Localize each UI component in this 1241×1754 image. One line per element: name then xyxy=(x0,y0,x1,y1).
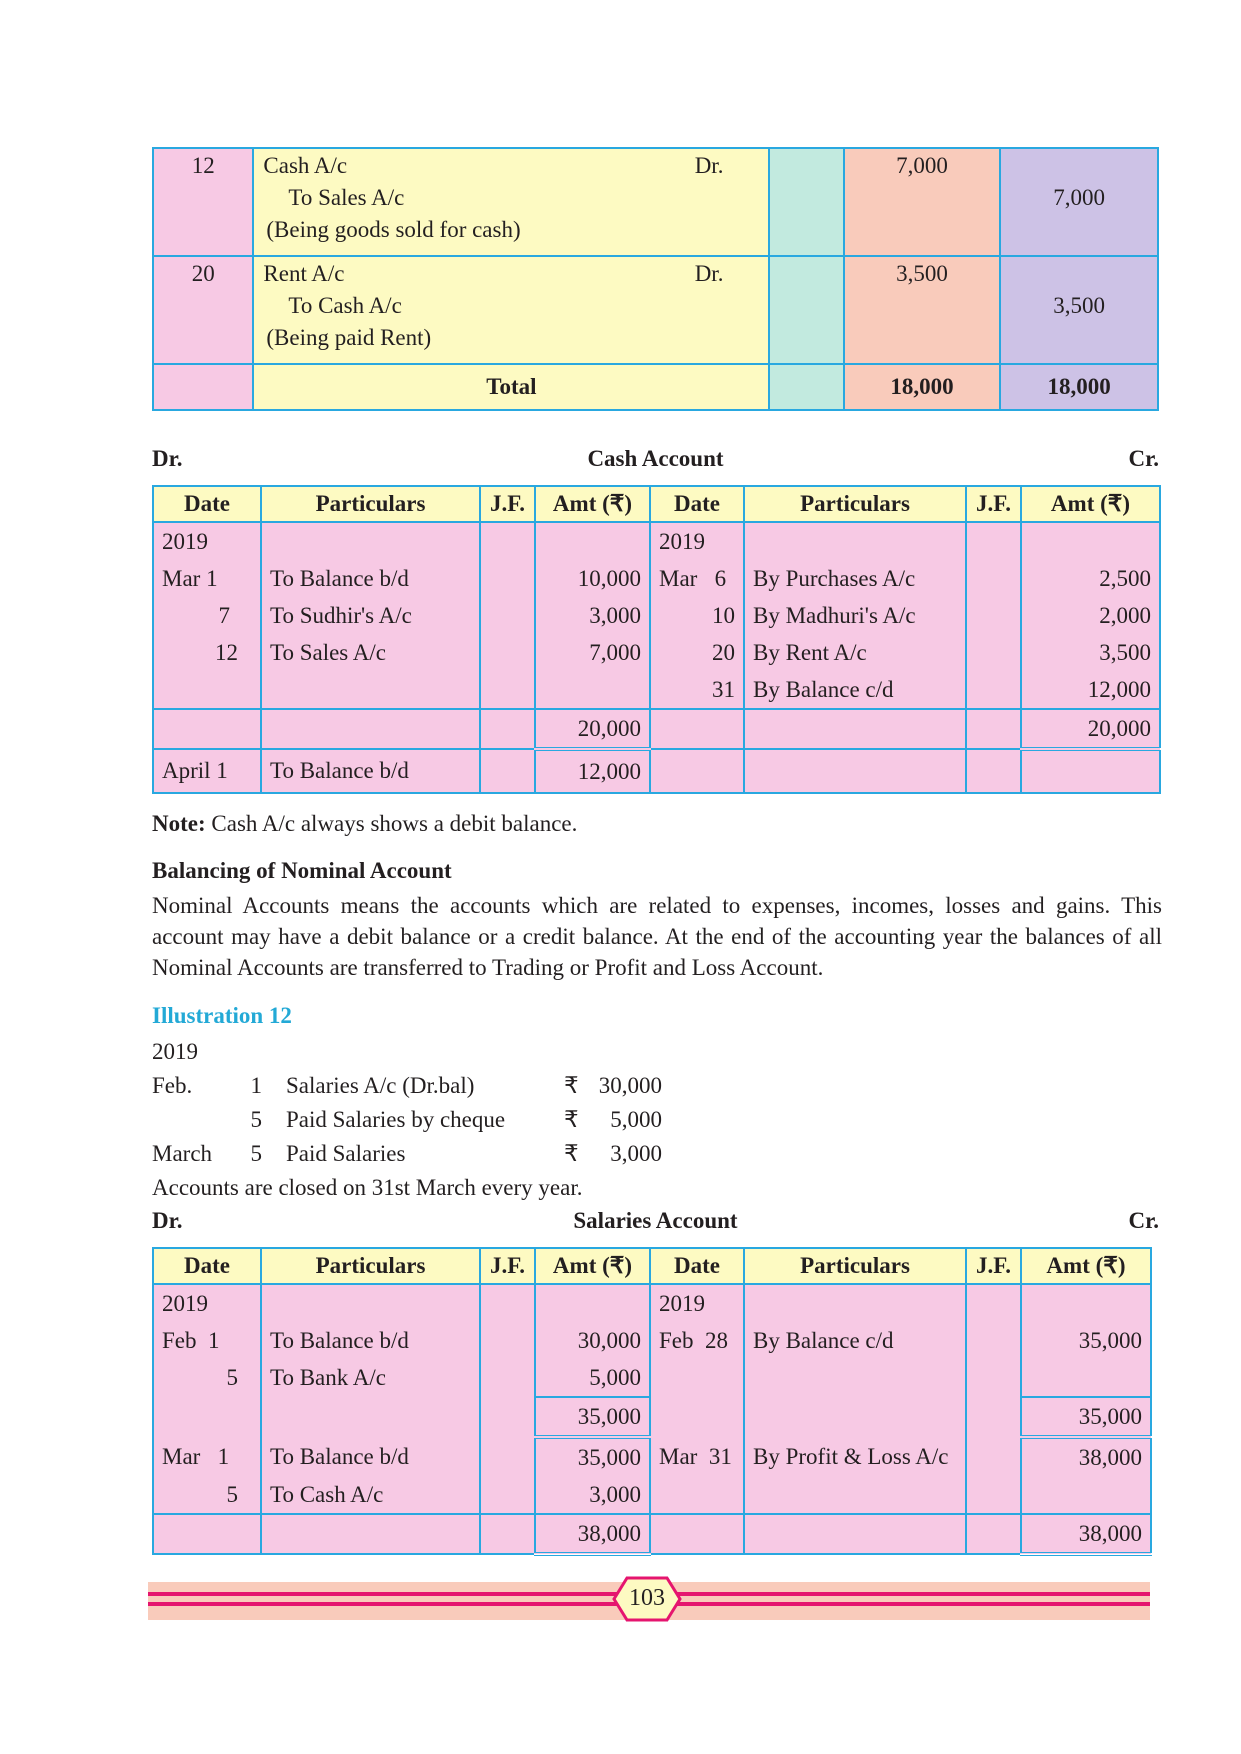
note-text: Cash A/c always shows a debit balance. xyxy=(205,811,578,836)
table-row xyxy=(153,1284,1151,1322)
list-item xyxy=(152,1138,712,1172)
table-row xyxy=(153,634,1160,671)
total-label: Total xyxy=(253,364,769,410)
col-particulars: Particulars xyxy=(261,1248,480,1284)
col-amount: Amt (₹) xyxy=(1021,486,1160,522)
cell-particulars: To Balance b/d xyxy=(261,749,480,793)
col-particulars: Particulars xyxy=(744,1248,966,1284)
col-jf: J.F. xyxy=(480,486,535,522)
cell-date: 31 xyxy=(650,671,744,709)
cell-date: 2019 xyxy=(650,522,744,560)
cell-amount xyxy=(535,671,650,709)
cell-amount: 30,000 xyxy=(535,1322,650,1359)
cell-date: 2019 xyxy=(650,1284,744,1322)
cell-date: 2019 xyxy=(153,522,261,560)
total-amount: 20,000 xyxy=(1021,709,1160,749)
col-date: Date xyxy=(650,486,744,522)
cell-particulars: By Purchases A/c xyxy=(744,560,966,597)
cell-amount: 3,000 xyxy=(535,597,650,634)
journal-narration: (Being goods sold for cash) xyxy=(266,217,521,242)
cr-heading: Cr. xyxy=(1128,446,1159,471)
cell-amount: 7,000 xyxy=(535,634,650,671)
cell-particulars xyxy=(261,522,480,560)
cell-amount: 5,000 xyxy=(535,1359,650,1397)
journal-total-row xyxy=(153,364,1158,410)
cell-amount xyxy=(535,522,650,560)
page-number: 103 xyxy=(629,1585,665,1611)
journal-debit: 3,500 xyxy=(844,256,1001,364)
cell-date: 12 xyxy=(153,634,261,671)
cell-date: 5 xyxy=(153,1476,261,1514)
item-desc: Paid Salaries xyxy=(286,1141,406,1166)
cell-jf xyxy=(480,597,535,634)
table-row xyxy=(153,560,1160,597)
cash-account-table xyxy=(152,485,1161,794)
table-row xyxy=(153,522,1160,560)
total-amount: 38,000 xyxy=(1021,1514,1151,1554)
item-amount: 5,000 xyxy=(610,1107,662,1132)
table-row xyxy=(153,1322,1151,1359)
closing-note: Accounts are closed on 31st March every year. xyxy=(152,1175,583,1200)
cell-particulars xyxy=(744,522,966,560)
illustration-year: 2019 xyxy=(152,1039,198,1064)
cr-heading: Cr. xyxy=(1128,1208,1159,1233)
item-month: March xyxy=(152,1141,213,1166)
cell-jf xyxy=(966,634,1021,671)
note-label: Note: xyxy=(152,811,206,836)
rupee-icon: ₹ xyxy=(564,1107,579,1132)
cell-amount: 12,000 xyxy=(1021,671,1160,709)
cell-jf xyxy=(480,634,535,671)
subtotal-amount: 35,000 xyxy=(1021,1397,1151,1437)
col-particulars: Particulars xyxy=(744,486,966,522)
item-desc: Salaries A/c (Dr.bal) xyxy=(286,1073,475,1098)
cell-amount: 10,000 xyxy=(535,560,650,597)
cell-particulars: By Balance c/d xyxy=(744,1322,966,1359)
cell-date: Feb 1 xyxy=(153,1322,261,1359)
totals-row xyxy=(153,1514,1151,1554)
cell-date: 20 xyxy=(650,634,744,671)
cell-date: Feb 28 xyxy=(650,1322,744,1359)
cell-date: April 1 xyxy=(153,749,261,793)
col-amount: Amt (₹) xyxy=(1021,1248,1151,1284)
cell-amount: 12,000 xyxy=(535,749,650,793)
journal-date: 12 xyxy=(153,148,253,256)
illustration-list xyxy=(152,1070,712,1172)
cell-particulars: By Rent A/c xyxy=(744,634,966,671)
cell-date xyxy=(153,671,261,709)
item-amount: 3,000 xyxy=(610,1141,662,1166)
rupee-icon: ₹ xyxy=(564,1073,579,1098)
subtotal-amount: 35,000 xyxy=(535,1397,650,1437)
table-row xyxy=(153,671,1160,709)
dr-label: Dr. xyxy=(694,153,724,178)
journal-debit: 7,000 xyxy=(844,148,1001,256)
journal-line: To Sales A/c xyxy=(288,185,405,210)
total-credit: 18,000 xyxy=(1000,364,1158,410)
journal-table xyxy=(152,147,1159,411)
total-amount: 38,000 xyxy=(535,1514,650,1554)
col-particulars: Particulars xyxy=(261,486,480,522)
salaries-account-table xyxy=(152,1247,1152,1556)
cell-jf xyxy=(966,671,1021,709)
cell-particulars: To Balance b/d xyxy=(261,1322,480,1359)
journal-line: Cash A/c xyxy=(263,153,348,178)
col-date: Date xyxy=(650,1248,744,1284)
cell-date: Mar 1 xyxy=(153,560,261,597)
cell-jf xyxy=(480,671,535,709)
col-amount: Amt (₹) xyxy=(535,486,650,522)
cell-date: 2019 xyxy=(153,1284,261,1322)
journal-particulars xyxy=(253,256,769,364)
cell-particulars: By Profit & Loss A/c xyxy=(744,1437,966,1476)
cell-jf xyxy=(966,597,1021,634)
cell-date: Mar 6 xyxy=(650,560,744,597)
note xyxy=(152,808,577,839)
closing-row xyxy=(153,749,1160,793)
item-day: 5 xyxy=(250,1107,262,1132)
journal-date: 20 xyxy=(153,256,253,364)
cell-particulars: To Sudhir's A/c xyxy=(261,597,480,634)
journal-jf xyxy=(769,148,843,256)
cell-amount: 35,000 xyxy=(535,1437,650,1476)
journal-line: To Cash A/c xyxy=(288,293,402,318)
journal-credit: 3,500 xyxy=(1000,256,1158,364)
section-paragraph: Nominal Accounts means the accounts which are related to expenses, incomes, losses and gains. This account may have a debit balance or a credit balance. At the end of the accounting year the balances of all Nominal Accounts are transferred to Trading or Profit and Loss Account. xyxy=(152,893,1162,980)
cell-amount xyxy=(1021,522,1160,560)
rupee-icon: ₹ xyxy=(564,1141,579,1166)
cell-particulars: By Madhuri's A/c xyxy=(744,597,966,634)
item-month: Feb. xyxy=(152,1073,193,1098)
col-date: Date xyxy=(153,486,261,522)
journal-particulars xyxy=(253,148,769,256)
table-row xyxy=(153,1437,1151,1476)
list-item xyxy=(152,1070,712,1104)
cell-amount: 3,500 xyxy=(1021,634,1160,671)
item-day: 1 xyxy=(250,1073,262,1098)
table-row xyxy=(153,1476,1151,1514)
dr-heading: Dr. xyxy=(152,1208,183,1233)
journal-jf xyxy=(769,256,843,364)
item-amount: 30,000 xyxy=(598,1073,662,1098)
dr-heading: Dr. xyxy=(152,446,183,471)
totals-row xyxy=(153,709,1160,749)
cell-date: 5 xyxy=(153,1359,261,1397)
cell-amount: 38,000 xyxy=(1021,1437,1151,1476)
cell-date: Mar 1 xyxy=(153,1437,261,1476)
cell-particulars: To Bank A/c xyxy=(261,1359,480,1397)
total-amount: 20,000 xyxy=(535,709,650,749)
section-heading: Balancing of Nominal Account xyxy=(152,858,452,883)
cell-date: 10 xyxy=(650,597,744,634)
cell-date: 7 xyxy=(153,597,261,634)
cell-jf xyxy=(966,560,1021,597)
cell-amount: 3,000 xyxy=(535,1476,650,1514)
salaries-account-title: Salaries Account xyxy=(573,1208,738,1233)
cell-date: Mar 31 xyxy=(650,1437,744,1476)
col-jf: J.F. xyxy=(966,1248,1021,1284)
cell-jf xyxy=(966,522,1021,560)
cell-particulars: By Balance c/d xyxy=(744,671,966,709)
cell-amount: 2,000 xyxy=(1021,597,1160,634)
journal-line: Rent A/c xyxy=(263,261,345,286)
cell-particulars: To Balance b/d xyxy=(261,1437,480,1476)
subtotal-row xyxy=(153,1397,1151,1437)
col-jf: J.F. xyxy=(966,486,1021,522)
cell-particulars: To Cash A/c xyxy=(261,1476,480,1514)
journal-narration: (Being paid Rent) xyxy=(266,325,432,350)
cash-account-title: Cash Account xyxy=(587,446,724,471)
ledger-header-row xyxy=(153,486,1160,522)
list-item xyxy=(152,1104,712,1138)
ledger-header-row xyxy=(153,1248,1151,1284)
cell-jf xyxy=(480,560,535,597)
journal-credit: 7,000 xyxy=(1000,148,1158,256)
journal-row xyxy=(153,256,1158,364)
col-jf: J.F. xyxy=(480,1248,535,1284)
item-day: 5 xyxy=(250,1141,262,1166)
cell-particulars xyxy=(261,671,480,709)
cell-jf xyxy=(480,522,535,560)
table-row xyxy=(153,597,1160,634)
journal-row xyxy=(153,148,1158,256)
cell-amount: 35,000 xyxy=(1021,1322,1151,1359)
cell-particulars: To Balance b/d xyxy=(261,560,480,597)
col-amount: Amt (₹) xyxy=(535,1248,650,1284)
item-desc: Paid Salaries by cheque xyxy=(286,1107,506,1132)
cell-amount: 2,500 xyxy=(1021,560,1160,597)
cell-particulars: To Sales A/c xyxy=(261,634,480,671)
illustration-title: Illustration 12 xyxy=(152,1003,292,1028)
total-debit: 18,000 xyxy=(844,364,1001,410)
dr-label: Dr. xyxy=(694,261,724,286)
table-row xyxy=(153,1359,1151,1397)
col-date: Date xyxy=(153,1248,261,1284)
